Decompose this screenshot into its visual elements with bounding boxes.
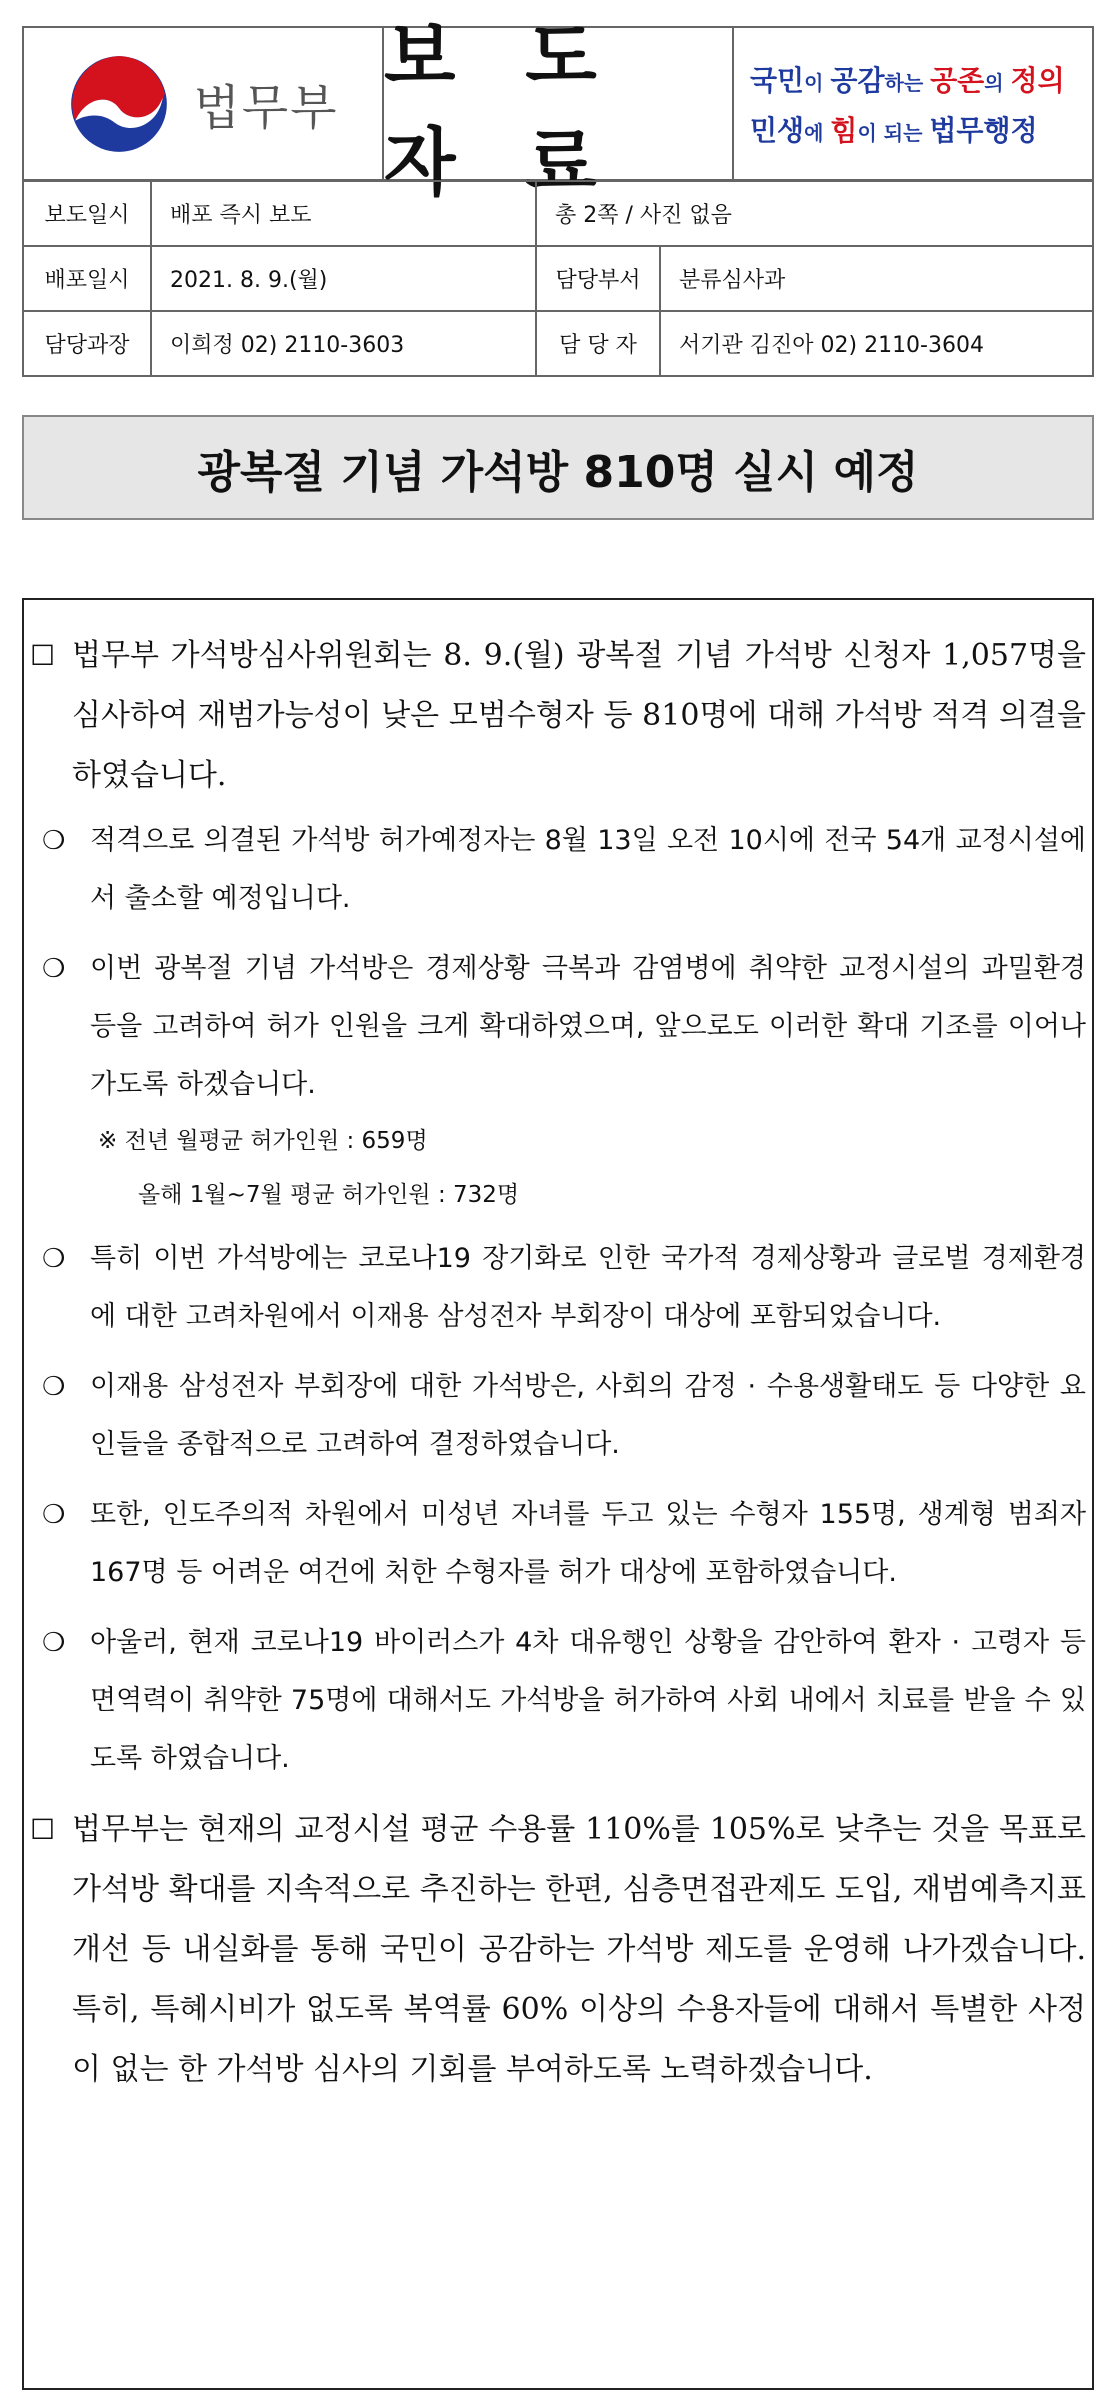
release-time-label: 보도일시 [23,181,151,246]
sub-item-5 [30,1486,1086,1602]
slogan-word: 공감 [830,63,885,97]
department-value: 분류심사과 [660,246,1093,311]
doc-type-title: 보 도 자 료 [384,13,619,206]
slogan-word: 국민 [750,63,805,97]
director-value: 이희정 02) 2110-3603 [151,311,536,376]
sub-item-1 [30,812,1086,928]
slogan-word: 의 [984,70,1011,95]
circle-bullet-icon: ❍ [42,1372,66,1402]
contact-value: 서기관 김진아 02) 2110-3604 [660,311,1093,376]
sub-item-text: 아울러, 현재 코로나19 바이러스가 4차 대유행인 상황을 감안하여 환자 · 고령자 등 면역력이 취약한 75명에 대해서도 가석방을 허가하여 사회 내에서 치료를 받을 수 있도록 하였습니다. [90,1627,1086,1774]
paragraph-text: 법무부는 현재의 교정시설 평균 수용률 110%를 105%로 낮추는 것을 목표로 가석방 확대를 지속적으로 추진하는 한편, 심층면접관제도 도입, 재범예측지표 개선 등 내실화를 통해 국민이 공감하는 가석방 제도를 운영해 나가겠습니다. 특히, 특혜시비가 없도록 복역률 60% 이상의 수용자들에 대해서 특별한 사정이 없는 한 가석방 심사의 기회를 부여하도록 노력하겠습니다. [72,1812,1086,2087]
contact-label: 담 당 자 [536,311,660,376]
table-row [23,181,1093,246]
circle-bullet-icon: ❍ [42,1628,66,1658]
sub-item-text: 이번 광복절 기념 가석방은 경제상황 극복과 감염병에 취약한 교정시설의 과밀환경 등을 고려하여 허가 인원을 크게 확대하였으며, 앞으로도 이러한 확대 기조를 이어나가도록 하겠습니다. [90,953,1086,1100]
director-label: 담당과장 [23,311,151,376]
press-header [22,13,1094,206]
sub-item-3 [30,1230,1086,1346]
slogan-word: 정의 [1010,63,1065,97]
sub-item-text: 특히 이번 가석방에는 코로나19 장기화로 인한 국가적 경제상황과 글로벌 경제환경에 대한 고려차원에서 이재용 삼성전자 부회장이 대상에 포함되었습니다. [90,1243,1086,1332]
slogan-cell [734,28,1092,179]
department-label: 담당부서 [536,246,660,311]
paragraph-text: 법무부 가석방심사위원회는 8. 9.(월) 광복절 기념 가석방 신청자 1,057명을 심사하여 재범가능성이 낮은 모범수형자 등 810명에 대해 가석방 적격 의결을 하였습니다. [72,638,1086,793]
circle-bullet-icon: ❍ [42,826,66,856]
note-block [30,1114,1086,1222]
note-line-1: ※ 전년 월평균 허가인원 : 659명 [98,1128,428,1154]
checkbox-bullet-icon: ☐ [30,639,56,672]
note-line-2: 올해 1월~7월 평균 허가인원 : 732명 [138,1182,520,1208]
slogan-word: 하는 [884,70,931,95]
korea-government-emblem-icon [67,52,171,156]
ministry-logo-cell [24,28,384,179]
circle-bullet-icon: ❍ [42,1500,66,1530]
headline: 광복절 기념 가석방 810명 실시 예정 [197,446,919,498]
checkbox-bullet-icon: ☐ [30,1813,56,1846]
press-info-table [22,180,1094,377]
headline-box [22,415,1094,520]
sub-item-text: 적격으로 의결된 가석방 허가예정자는 8월 13일 오전 10시에 전국 54개 교정시설에서 출소할 예정입니다. [90,825,1086,914]
slogan-word: 힘 [830,113,858,147]
slogan-word: 에 [804,120,831,145]
slogan-word: 공존 [930,63,985,97]
slogan-word: 이 [804,70,831,95]
sub-item-4 [30,1358,1086,1474]
ministry-name: 법무부 [193,80,339,136]
release-time-value: 배포 즉시 보도 [151,181,536,246]
sub-item-text: 또한, 인도주의적 차원에서 미성년 자녀를 두고 있는 수형자 155명, 생계형 범죄자 167명 등 어려운 여건에 처한 수형자를 허가 대상에 포함하였습니다. [90,1499,1086,1588]
circle-bullet-icon: ❍ [42,1244,66,1274]
main-paragraph-2 [30,1800,1086,2100]
sub-item-2 [30,940,1086,1114]
slogan-word: 법무행정 [929,113,1038,147]
slogan-line-2 [750,109,1076,149]
distribution-date-value: 2021. 8. 9.(월) [151,246,536,311]
body-box [22,598,1094,2390]
main-paragraph-1 [30,626,1086,806]
sub-item-6 [30,1614,1086,1788]
distribution-date-label: 배포일시 [23,246,151,311]
slogan-word: 이 되는 [857,120,930,145]
table-row [23,311,1093,376]
slogan-line-1 [750,59,1076,99]
circle-bullet-icon: ❍ [42,954,66,984]
slogan-word: 민생 [750,113,805,147]
doc-type-cell [384,13,734,206]
table-row [23,246,1093,311]
sub-item-text: 이재용 삼성전자 부회장에 대한 가석방은, 사회의 감정 · 수용생활태도 등 다양한 요인들을 종합적으로 고려하여 결정하였습니다. [90,1371,1086,1460]
page-count-note: 총 2쪽 / 사진 없음 [536,181,1093,246]
